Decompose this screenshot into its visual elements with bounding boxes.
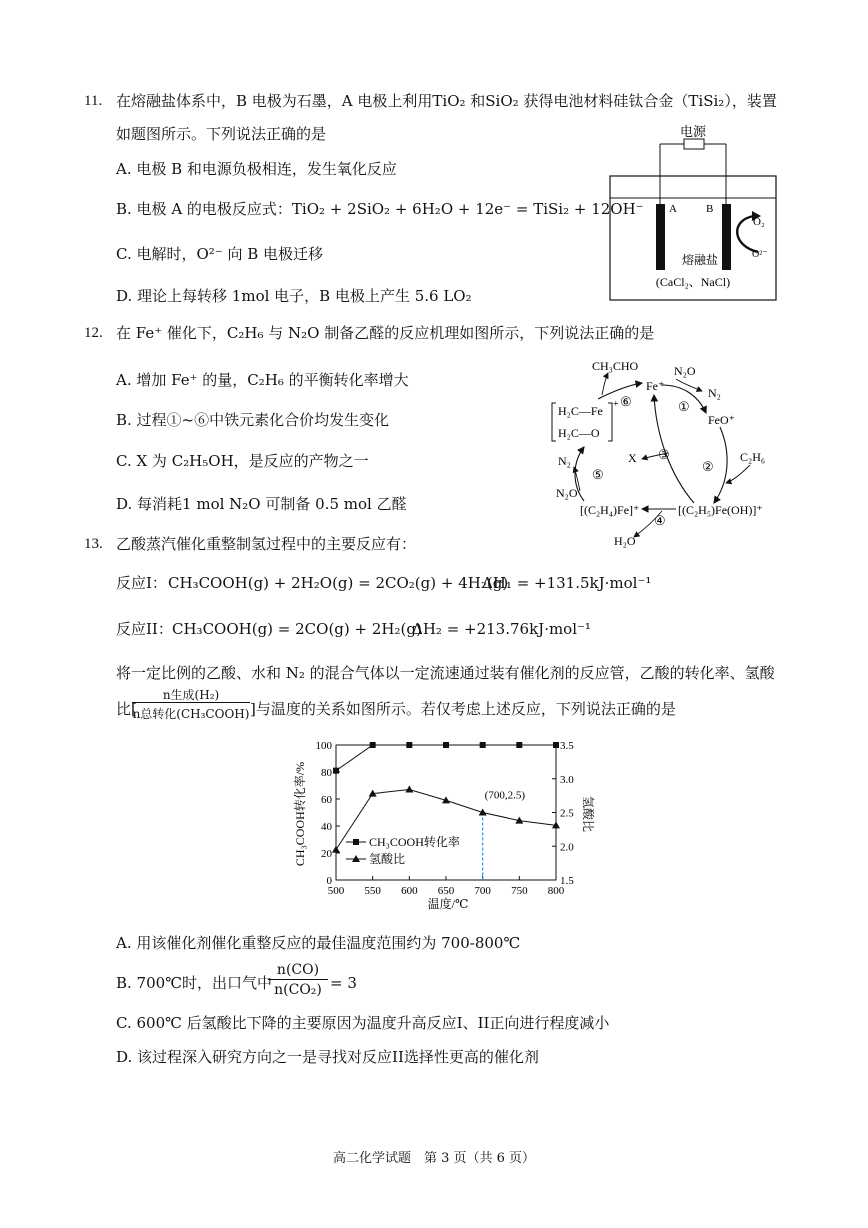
ratio-numerator: n生成(H₂) (132, 688, 250, 703)
reaction2-label: 反应II： (116, 620, 173, 638)
q13-option-c: C. 600℃ 后氢酸比下降的主要原因为温度升高反应I、II正向进行程度减小 (116, 1014, 610, 1032)
step5-label: ⑤ (592, 467, 604, 482)
reaction1-label: 反应I： (116, 574, 167, 592)
y-right-tick-label: 3.5 (560, 740, 574, 752)
n2-top-label: N₂ (708, 386, 721, 400)
electrode-b (722, 204, 731, 270)
x-axis-label: 温度/℃ (427, 897, 469, 911)
q13-number: 13. (84, 536, 103, 552)
x-tick-label: 800 (547, 885, 565, 897)
x-label: X (628, 451, 637, 465)
y-left-tick-label: 20 (321, 848, 332, 860)
electrode-a-label: A (669, 203, 677, 215)
h2o-label: H₂O (614, 534, 636, 548)
o2minus-label: O²⁻ (752, 249, 768, 260)
reaction2-enthalpy: ΔH₂ = +213.76kJ·mol⁻¹ (412, 620, 591, 638)
q12-option-a: A. 增加 Fe⁺ 的量，C₂H₆ 的平衡转化率增大 (116, 371, 409, 389)
step2-label: ② (702, 459, 714, 474)
melt-label: 熔融盐 (681, 253, 719, 267)
step6-label: ⑥ (620, 394, 632, 409)
power-label: 电源 (679, 124, 707, 139)
q11-number: 11. (84, 93, 103, 109)
q11-stem-line1: 在熔融盐体系中，B 电极为石墨，A 电极上利用TiO₂ 和SiO₂ 获得电池材料硅钛合金（TiSi₂），装置 (116, 92, 777, 110)
ratio-point (405, 786, 413, 793)
q13-option-a: A. 用该催化剂催化重整反应的最佳温度范围约为 700-800℃ (116, 934, 521, 952)
conversion-point (333, 768, 339, 774)
ratio-point (332, 846, 340, 853)
x-tick-label: 600 (401, 885, 418, 897)
c2h4fe-label: [(C₂H₄)Fe]⁺ (580, 503, 640, 517)
step1-label: ① (678, 399, 690, 414)
ratio-denominator: n总转化(CH₃COOH) (132, 707, 250, 721)
n2o-left-label: N₂O (556, 486, 578, 500)
feo-plus-label: FeO⁺ (708, 413, 735, 427)
y-right-tick-label: 1.5 (560, 875, 574, 887)
q12-option-c: C. X 为 C₂H₅OH，是反应的产物之一 (116, 452, 369, 470)
x-tick-label: 500 (327, 885, 345, 897)
x-tick-label: 650 (437, 885, 455, 897)
conversion-point (370, 742, 376, 748)
o2-label: O₂ (753, 216, 765, 228)
q12-option-b: B. 过程①~⑥中铁元素化合价均发生变化 (116, 411, 390, 429)
conversion-point (406, 742, 412, 748)
co-ratio-denominator: n(CO₂) (274, 982, 322, 998)
q13-description-line1: 将一定比例的乙酸、水和 N₂ 的混合气体以一定流速通过装有催化剂的反应管，乙酸的转化率、氢酸 (116, 664, 775, 682)
n2o-top-label: N₂O (674, 364, 696, 378)
conversion-ratio-chart (288, 730, 608, 914)
page-footer: 高二化学试题 第 3 页（共 6 页） (332, 1151, 536, 1166)
y-right-tick-label: 2.0 (560, 841, 574, 854)
y-left-tick-label: 0 (326, 875, 332, 887)
y-left-tick-label: 100 (315, 740, 332, 752)
q11-option-b: B. 电极 A 的电极反应式：TiO₂ + 2SiO₂ + 6H₂O + 12e⁻ = TiSi₂ + 12OH⁻ (116, 200, 644, 218)
arrow-step2 (714, 427, 727, 503)
ring-bottom-label: H₂C—O (558, 426, 600, 440)
annotation-label: (700,2.5) (484, 789, 525, 802)
q11-option-a: A. 电极 B 和电源负极相连，发生氧化反应 (116, 160, 397, 178)
electrode-a (656, 204, 665, 270)
y-left-tick-label: 80 (321, 767, 332, 779)
reaction1-enthalpy: ΔH₁ = +131.5kJ·mol⁻¹ (482, 574, 652, 592)
y-right-tick-label: 3.0 (560, 773, 574, 786)
legend-label: CH₃COOH转化率 (369, 835, 460, 849)
c2h5feoh-label: [(C₂H₅)Fe(OH)]⁺ (678, 503, 763, 517)
reaction2-equation: CH₃COOH(g) = 2CO(g) + 2H₂(g) (172, 620, 422, 638)
n2-left-label: N₂ (558, 454, 571, 468)
x-tick-label: 750 (511, 885, 528, 897)
q13-option-b-prefix: B. 700℃时，出口气中 (116, 974, 272, 992)
power-source (684, 139, 704, 149)
q11-stem-line2: 如题图所示。下列说法正确的是 (116, 125, 327, 143)
q13-option-d: D. 该过程深入研究方向之一是寻找对反应II选择性更高的催化剂 (116, 1048, 539, 1066)
x-tick-label: 550 (364, 885, 381, 897)
step3-label: ③ (658, 447, 670, 462)
ch3cho-label: CH₃CHO (592, 359, 639, 373)
ring-top-label: H₂C—Fe (558, 404, 603, 418)
conversion-point (516, 742, 522, 748)
step4-label: ④ (654, 513, 666, 528)
fe-plus-label: Fe⁺ (646, 379, 665, 393)
q13-description-prefix: 比[ (116, 700, 137, 718)
conversion-point (443, 742, 449, 748)
legend-square-marker (353, 839, 359, 845)
q12-option-d: D. 每消耗1 mol N₂O 可制备 0.5 mol 乙醛 (116, 495, 407, 513)
y-axis-right-label: 氢酸比 (581, 795, 595, 833)
q12-number: 12. (84, 325, 103, 341)
electrode-b-label: B (706, 203, 714, 215)
x-tick-label: 700 (474, 885, 491, 897)
ring-charge-label: + (613, 399, 619, 410)
q11-option-c: C. 电解时，O²⁻ 向 B 电极迁移 (116, 245, 324, 263)
mechanism-diagram (550, 355, 790, 553)
salts-label: (CaCl₂、NaCl) (655, 275, 731, 289)
c2h6-label: C₂H₆ (740, 450, 766, 464)
legend-label: 氢酸比 (369, 852, 406, 866)
conversion-point (480, 742, 486, 748)
electrolysis-diagram (606, 124, 780, 304)
y-left-tick-label: 60 (321, 794, 332, 806)
series-line-1 (336, 745, 556, 771)
conversion-point (553, 742, 559, 748)
q13-description-suffix: ]与温度的关系如图所示。若仅考虑上述反应，下列说法正确的是 (250, 700, 676, 718)
q12-stem: 在 Fe⁺ 催化下，C₂H₆ 与 N₂O 制备乙醛的反应机理如图所示，下列说法正确的是 (116, 324, 655, 342)
q13-stem: 乙酸蒸汽催化重整制氢过程中的主要反应有： (116, 535, 417, 553)
reaction1-equation: CH₃COOH(g) + 2H₂O(g) = 2CO₂(g) + 4H₂(g) (168, 574, 509, 592)
y-right-tick-label: 2.5 (560, 807, 574, 820)
co-ratio-numerator: n(CO) (268, 962, 328, 980)
y-left-tick-label: 40 (321, 821, 332, 833)
q13-option-b-suffix: = 3 (330, 974, 357, 992)
y-axis-left-label: CH₃COOH转化率/% (293, 761, 307, 867)
q11-option-d: D. 理论上每转移 1mol 电子，B 电极上产生 5.6 LO₂ (116, 287, 472, 305)
